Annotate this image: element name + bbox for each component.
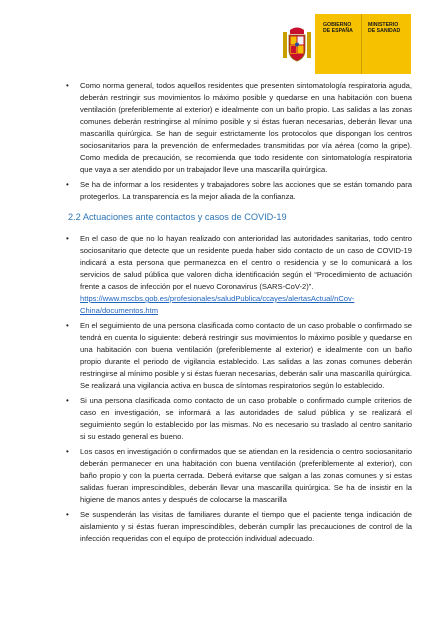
list-item (60, 395, 412, 443)
bullet-icon: • (66, 180, 69, 189)
list-item-text: Como norma general, todos aquellos residentes que presenten sintomatología respiratoria aguda, deberán restringir sus movimientos lo máximo posible y quedarse en una habitación con buena ventilación (preferiblemente al exterior) e idealmente con un baño propio. Las salidas a las zonas comunes deberán restringirse al mínimo posible y si éstas fueran necesarias, deberán llevar una mascarilla quirúrgica. Se han de seguir estrictamente los protocolos que dispongan los centros sociosanitarios para la prevención de enfermedades transmitidas por vía aérea (como la gripe). Como medida de precaución, se recomienda que todo residente con sintomatología respiratoria que vaya a ser atendido por un trabajador lleve una mascarilla quirúrgica. (80, 81, 412, 174)
ministry-line-2: DE SANIDAD (368, 28, 401, 35)
list-item (60, 233, 412, 317)
coat-of-arms-icon (279, 14, 315, 74)
bullet-icon: • (66, 321, 69, 330)
ministry-brand (361, 14, 411, 74)
list-item-text: En el caso de que no lo hayan realizado con anterioridad las autoridades sanitarias, todo centro sociosanitario que detecte que un residente pueda haber sido contacto de un caso de COVID-19 indicará a esta persona que permanezca en el centro o residencia y se lo comunicará a los servicios de salud pública que valoren dicha identificación según el “Procedimiento de actuación frente a casos de infección por el nuevo Coronavirus (SARS-CoV-2)”. (80, 234, 412, 291)
gov-line-1: GOBIERNO (323, 22, 352, 28)
list-item-text: Los casos en investigación o confirmados que se atiendan en la residencia o centro sociosanitario deberán permanecer en una habitación con buena ventilación (preferiblemente al exterior), con baño propio y con la puerta cerrada. Deberá evitarse que salgan a las zonas comunes y si estas salidas fueran imprescindibles, deberán llevar una mascarilla quirúrgica. Se ha de insistir en la higiene de manos antes y después de colocarse la mascarilla (80, 447, 412, 504)
bullet-icon: • (66, 234, 69, 243)
document-body (60, 80, 412, 548)
page-header (279, 14, 411, 74)
bullet-icon: • (66, 447, 69, 456)
list-item (60, 320, 412, 392)
list-item-text: Si una persona clasificada como contacto de un caso probable o confirmado cumple criterios de caso en investigación, se informará a las autoridades de salud pública y se realizará el seguimiento según lo establecido por las mismas. No es necesario su traslado al centro sanitario si su estado general es bueno. (80, 396, 412, 441)
ministry-line-1: MINISTERIO (368, 22, 399, 28)
procedure-link[interactable]: https://www.mscbs.gob.es/profesionales/saludPublica/ccayes/alertasActual/nCov-China/documentos.htm (80, 294, 355, 315)
list-item (60, 509, 412, 545)
list-item (60, 80, 412, 176)
government-brand (315, 14, 361, 74)
list-item (60, 179, 412, 203)
list-item-text: Se suspenderán las visitas de familiares durante el tiempo que el paciente tenga indicación de aislamiento y si éstas fueran imprescindibles, deberán cumplir las precauciones de control de la infección requeridas con el equipo de protección individual adecuado. (80, 510, 412, 543)
bullet-icon: • (66, 81, 69, 90)
list-item (60, 446, 412, 506)
list-item-text: Se ha de informar a los residentes y trabajadores sobre las acciones que se están tomando para protegerlos. La transparencia es la mejor aliada de la confianza. (80, 180, 412, 201)
gov-line-2: DE ESPAÑA (323, 28, 353, 35)
list-item-text: En el seguimiento de una persona clasificada como contacto de un caso probable o confirmado se tendrá en cuenta lo siguiente: deberá restringir sus movimientos lo máximo posible y quedarse en una habitación con buena ventilación (preferiblemente al exterior) e idealmente con un baño propio durante el periodo de vigilancia establecido. Las salidas a las zonas comunes deberán restringirse al mínimo posible y si éstas fueran necesarias, deberán salir una mascarilla quirúrgica. Se realizará una vigilancia activa en busca de síntomas respiratorios según lo establecido. (80, 321, 412, 390)
section-heading: 2.2 Actuaciones ante contactos y casos de COVID-19 (68, 212, 287, 222)
bullet-icon: • (66, 510, 69, 519)
bullet-icon: • (66, 396, 69, 405)
